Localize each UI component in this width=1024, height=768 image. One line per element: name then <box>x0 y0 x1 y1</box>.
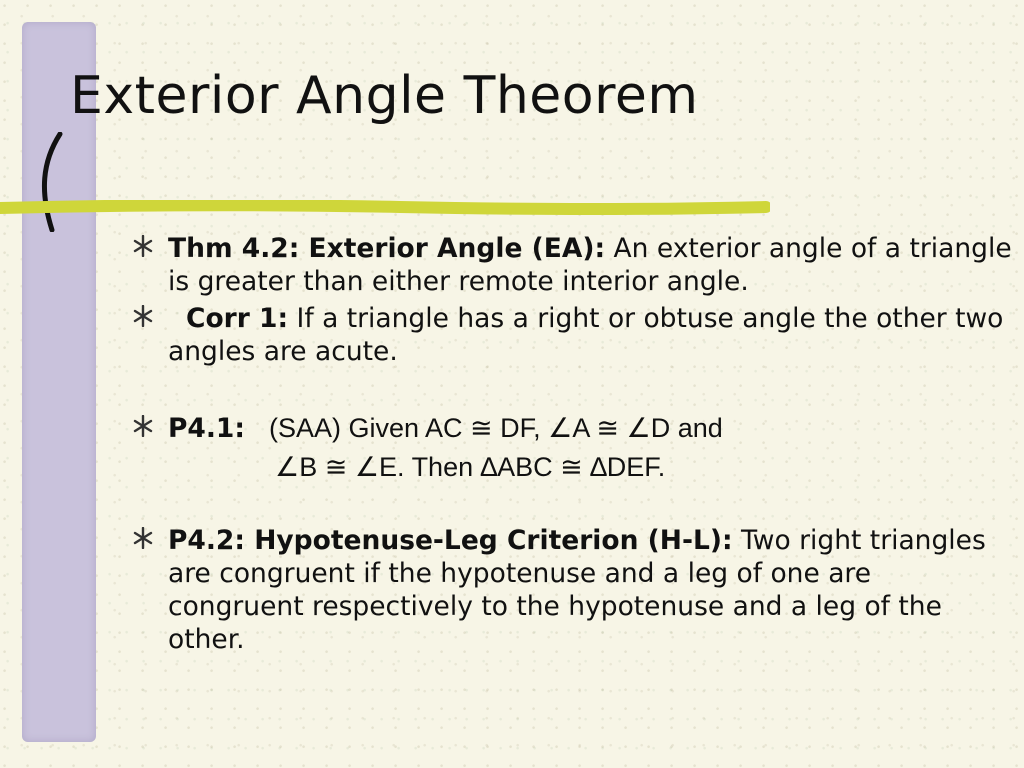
star-bullet-icon <box>132 527 154 549</box>
corollary-label: Corr 1: <box>186 303 289 334</box>
theorem-text: An exterior angle of a triangle is greater than either remote interior angle. <box>168 233 1012 297</box>
hl-criterion-text: Two right triangles are congruent if the hypotenuse and a leg of one are congruent respectively to the hypotenuse and a leg of the other. <box>168 525 986 655</box>
saa-statement-line-2: ∠B ≅ ∠E. Then ∆ABC ≅ ∆DEF. <box>275 452 666 482</box>
theorem-label: Thm 4.2: Exterior Angle (EA): <box>168 233 606 264</box>
hl-criterion-label: P4.2: Hypotenuse-Leg Criterion (H-L): <box>168 525 733 556</box>
star-bullet-icon <box>132 235 154 257</box>
slide-title: Exterior Angle Theorem <box>70 66 699 126</box>
decorative-side-stripe <box>22 22 96 742</box>
proposition-4-1-label: P4.1: <box>168 413 245 444</box>
star-bullet-icon <box>132 305 154 327</box>
star-bullet-icon <box>132 415 154 437</box>
corollary-text: If a triangle has a right or obtuse angle the other two angles are acute. <box>168 303 1004 367</box>
decorative-bracket-icon <box>36 132 76 232</box>
title-underline-rule <box>0 200 770 216</box>
bullet-theorem-4-2 <box>132 232 1012 298</box>
slide-body <box>132 232 1012 656</box>
bullet-corollary-1 <box>132 302 1012 368</box>
bullet-proposition-4-2 <box>132 524 1012 656</box>
saa-statement-line-1: (SAA) Given AC ≅ DF, ∠A ≅ ∠D and <box>268 413 723 443</box>
bullet-proposition-4-1 <box>132 412 1012 484</box>
